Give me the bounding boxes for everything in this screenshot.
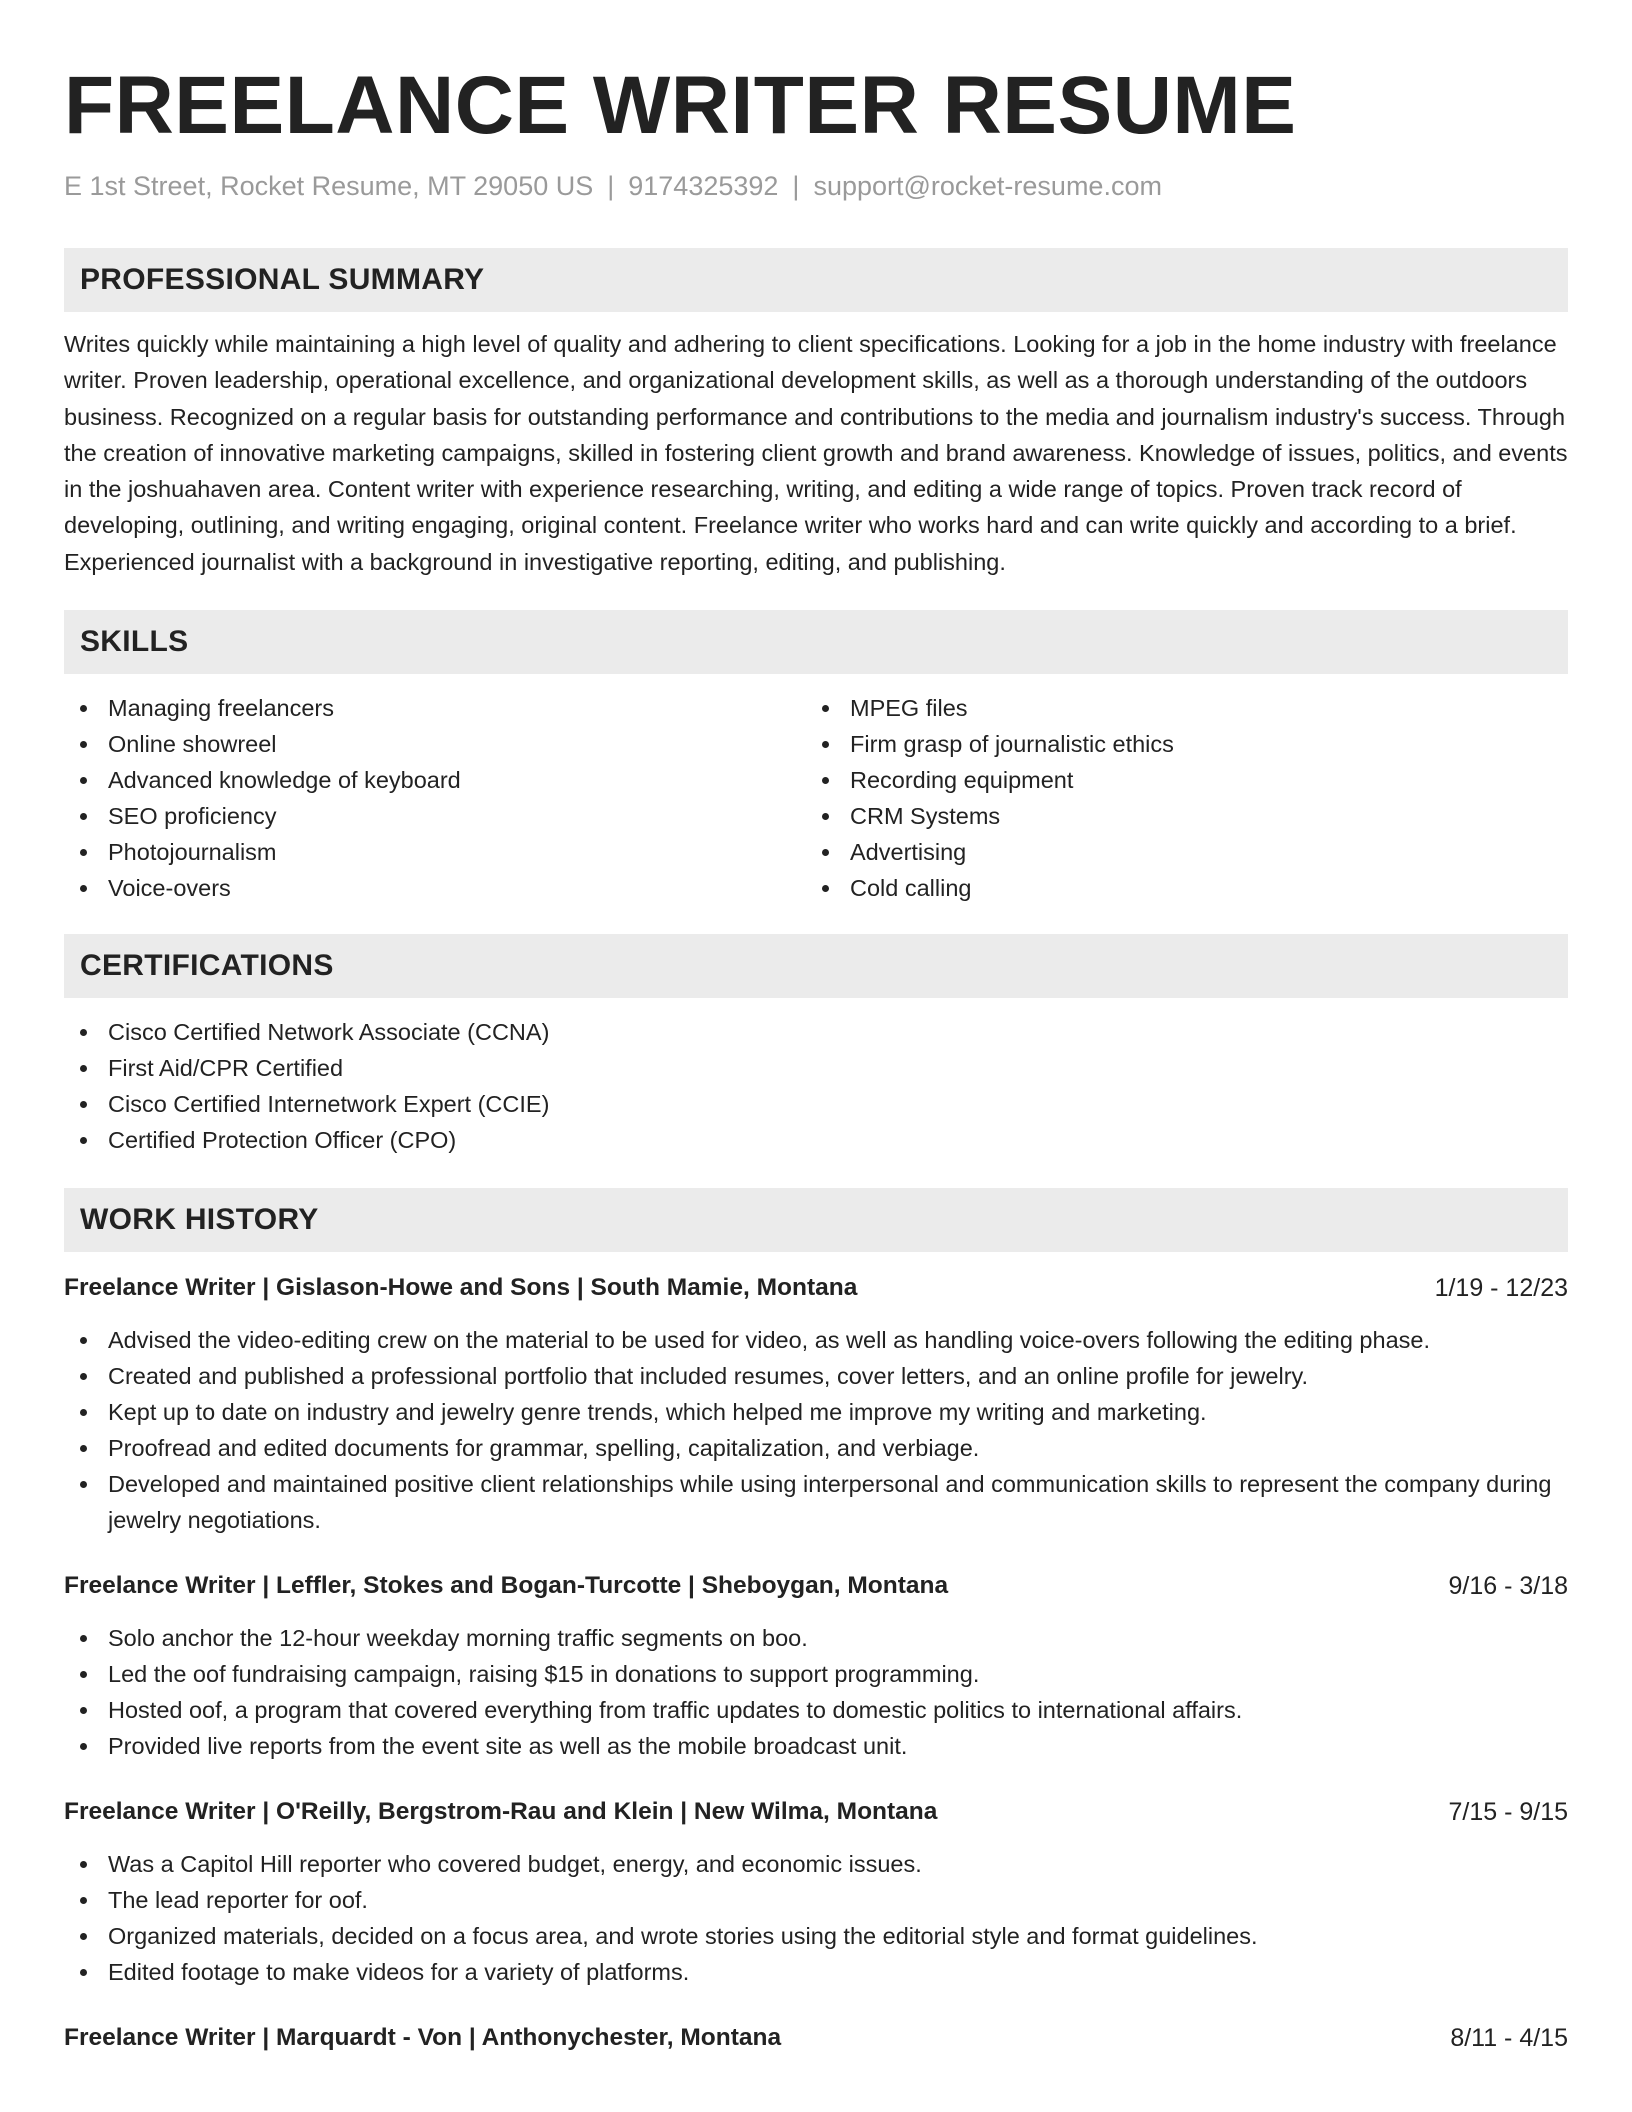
job-bullet: Hosted oof, a program that covered everything from traffic updates to domestic politics to international affairs. — [64, 1692, 1568, 1728]
job-dates: 8/11 - 4/15 — [1450, 2024, 1568, 2053]
job-title: Freelance Writer | Leffler, Stokes and Bogan-Turcotte | Sheboygan, Montana — [64, 1572, 949, 1600]
job-title: Freelance Writer | Marquardt - Von | Anthonychester, Montana — [64, 2024, 782, 2052]
contact-line — [64, 168, 1568, 204]
job-bullets — [64, 1322, 1568, 1538]
resume-title: FREELANCE WRITER RESUME — [64, 60, 1297, 151]
skill-item: Cold calling — [806, 870, 1548, 906]
job-bullet: Provided live reports from the event site as well as the mobile broadcast unit. — [64, 1728, 1568, 1764]
job-bullet: Proofread and edited documents for grammar, spelling, capitalization, and verbiage. — [64, 1430, 1568, 1466]
skill-item: Recording equipment — [806, 762, 1548, 798]
section-header-summary: PROFESSIONAL SUMMARY — [64, 248, 1568, 312]
skill-item: Advanced knowledge of keyboard — [64, 762, 806, 798]
skills-column-right — [806, 690, 1548, 906]
job-title: Freelance Writer | Gislason-Howe and Sons | South Mamie, Montana — [64, 1274, 858, 1302]
contact-address: E 1st Street, Rocket Resume, MT 29050 US — [64, 171, 594, 201]
job-bullet: Developed and maintained positive client relationships while using interpersonal and communication skills to represent the company during jewelry negotiations. — [64, 1466, 1568, 1538]
job-dates: 7/15 - 9/15 — [1448, 1798, 1568, 1827]
job-entry — [64, 1794, 1568, 1990]
skill-item: Advertising — [806, 834, 1548, 870]
certification-item: Certified Protection Officer (CPO) — [64, 1122, 1568, 1158]
job-header — [64, 1568, 1568, 1604]
job-bullet: Was a Capitol Hill reporter who covered budget, energy, and economic issues. — [64, 1846, 1568, 1882]
certification-item: Cisco Certified Internetwork Expert (CCIE) — [64, 1086, 1568, 1122]
job-bullets — [64, 1846, 1568, 1990]
resume-page — [64, 56, 1568, 2056]
skills-column-left — [64, 690, 806, 906]
certifications-list — [64, 1014, 1568, 1158]
skill-item: Online showreel — [64, 726, 806, 762]
job-bullet: Solo anchor the 12-hour weekday morning traffic segments on boo. — [64, 1620, 1568, 1656]
skill-item: Managing freelancers — [64, 690, 806, 726]
job-entry — [64, 2020, 1568, 2056]
section-header-skills: SKILLS — [64, 610, 1568, 674]
skill-item: SEO proficiency — [64, 798, 806, 834]
skill-item: Photojournalism — [64, 834, 806, 870]
job-entry — [64, 1568, 1568, 1764]
summary-text: Writes quickly while maintaining a high level of quality and adhering to client specifications. Looking for a job in the home industry with freelance writer. Proven leadership, operational excellence, and organizational development skills, as well as a thorough understanding of the outdoors business. Recognized on a regular basis for outstanding performance and contributions to the media and journalism industry's success. Through the creation of innovative marketing campaigns, skilled in fostering client growth and brand awareness. Knowledge of issues, politics, and events in the joshuahaven area. Content writer with experience researching, writing, and editing a wide range of topics. Proven track record of developing, outlining, and writing engaging, original content. Freelance writer who works hard and can write quickly and according to a brief. Experienced journalist with a background in investigative reporting, editing, and publishing. — [64, 331, 1568, 575]
skill-item: Firm grasp of journalistic ethics — [806, 726, 1548, 762]
job-bullet: Edited footage to make videos for a variety of platforms. — [64, 1954, 1568, 1990]
job-bullet: Kept up to date on industry and jewelry genre trends, which helped me improve my writing and marketing. — [64, 1394, 1568, 1430]
job-bullet: Organized materials, decided on a focus area, and wrote stories using the editorial style and format guidelines. — [64, 1918, 1568, 1954]
job-bullet: Created and published a professional portfolio that included resumes, cover letters, and an online profile for jewelry. — [64, 1358, 1568, 1394]
job-header — [64, 1270, 1568, 1306]
job-entry — [64, 1270, 1568, 1538]
section-header-work-history: WORK HISTORY — [64, 1188, 1568, 1252]
certification-item: Cisco Certified Network Associate (CCNA) — [64, 1014, 1568, 1050]
job-title: Freelance Writer | O'Reilly, Bergstrom-Rau and Klein | New Wilma, Montana — [64, 1798, 938, 1826]
section-header-certifications: CERTIFICATIONS — [64, 934, 1568, 998]
skill-item: Voice-overs — [64, 870, 806, 906]
skill-item: MPEG files — [806, 690, 1548, 726]
job-header — [64, 2020, 1568, 2056]
job-dates: 9/16 - 3/18 — [1448, 1572, 1568, 1601]
contact-email[interactable]: support@rocket-resume.com — [813, 171, 1162, 201]
certification-item: First Aid/CPR Certified — [64, 1050, 1568, 1086]
contact-separator: | — [792, 171, 800, 201]
contact-separator: | — [607, 171, 615, 201]
job-dates: 1/19 - 12/23 — [1434, 1274, 1568, 1303]
job-bullet: Advised the video-editing crew on the material to be used for video, as well as handling voice-overs following the editing phase. — [64, 1322, 1568, 1358]
job-bullet: The lead reporter for oof. — [64, 1882, 1568, 1918]
job-bullets — [64, 1620, 1568, 1764]
job-header — [64, 1794, 1568, 1830]
skills-list — [64, 690, 1568, 906]
job-bullet: Led the oof fundraising campaign, raising $15 in donations to support programming. — [64, 1656, 1568, 1692]
contact-phone: 9174325392 — [628, 171, 779, 201]
skill-item: CRM Systems — [806, 798, 1548, 834]
